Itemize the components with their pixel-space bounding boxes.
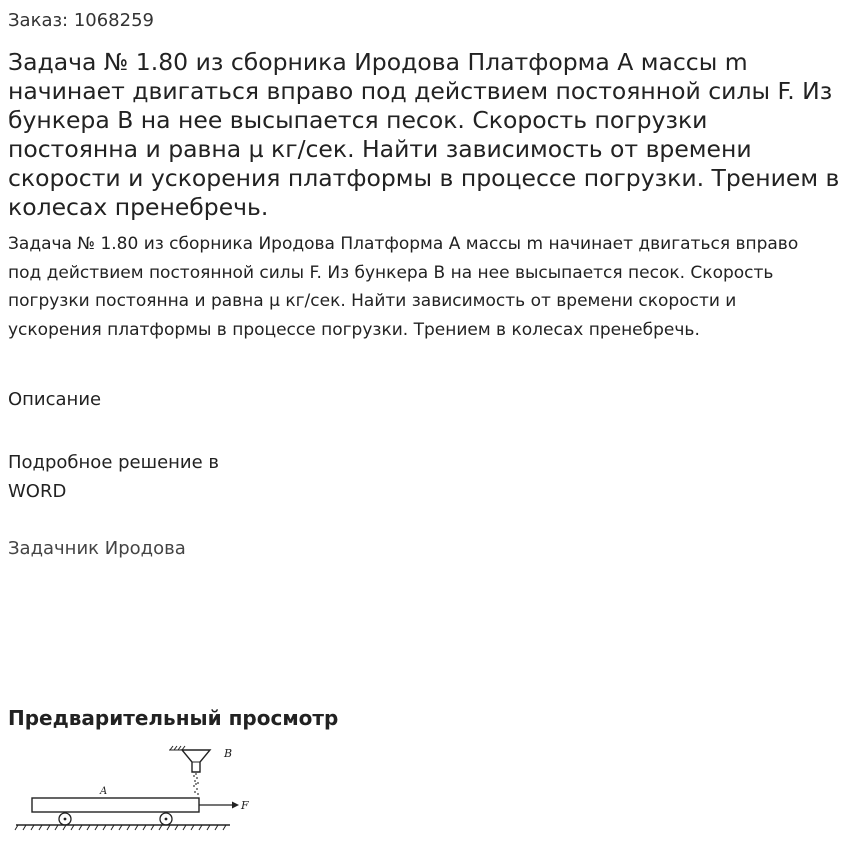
force-arrow-icon <box>199 802 239 809</box>
ground-line <box>15 825 230 830</box>
bunker-icon <box>182 750 210 772</box>
wheel-icon <box>160 813 172 825</box>
task-description: Задача № 1.80 из сборника Иродова Платформа А массы m начинает двигаться вправо под действием постоянной силы F. Из бункера В на нее высыпается песок. Скорость погрузки постоянна и равна µ кг/сек. Найти зависимость от времени скорости и ускорения платформы в процессе погрузки. Трением в колесах пренебречь. <box>8 234 799 340</box>
platform-diagram <box>14 744 254 836</box>
description-label: Описание <box>8 389 102 410</box>
bunker-label: B <box>224 747 233 760</box>
solution-format-label: Подробное решение в WORD <box>8 452 220 502</box>
category-link[interactable]: Задачник Иродова <box>8 538 186 559</box>
force-label: F <box>241 799 249 812</box>
page-title: Задача № 1.80 из сборника Иродова Платформа А массы m начинает двигаться вправо под действием постоянной силы F. Из бункера В на нее высыпается песок. Скорость погрузки постоянна и равна µ кг/сек. Найти зависимость от времени скорости и ускорения платформы в процессе погрузки. Трением в колесах пренебречь. <box>8 48 840 221</box>
platform-label: A <box>100 786 108 797</box>
wheel-icon <box>59 813 71 825</box>
preview-figure[interactable] <box>14 744 254 836</box>
order-number: Заказ: 1068259 <box>8 10 154 31</box>
platform-body <box>32 798 199 812</box>
preview-heading: Предварительный просмотр <box>8 706 339 730</box>
sand-stream <box>193 773 199 795</box>
